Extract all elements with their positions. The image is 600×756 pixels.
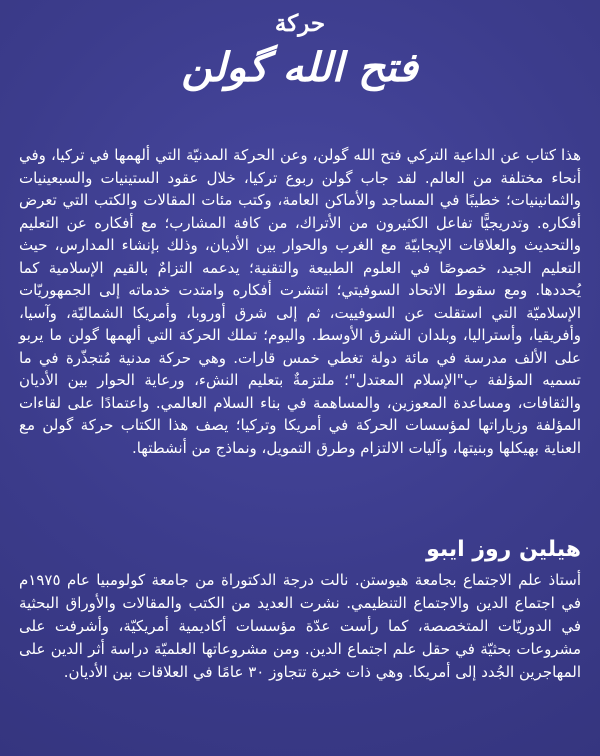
description-paragraph: هذا كتاب عن الداعية التركي فتح الله گولن، وعن الحركة المدنيّة التي ألهمها في تركيا، وفي أنحاء مختلفة من العالم. لقد جاب گولن ربوع تركيا، خلال عقود الستينيات والسبعينيات والثمانينيات؛ خطيبًا في المساجد والأماكن العامة، وكتب مئات المقالات والكتب التي تعرض أفكاره. وتدريجيًّا تفاعل الكثيرون من الأتراك، من كافة المشارب؛ مع أفكاره عن التعليم والتحديث والعلاقات الإيجابيّة مع الغرب والحوار بين الأديان، وذلك بإنشاء المدارس، حيث التعليم الجيد، خصوصًا في العلوم الطبيعة والتقنية؛ يدعمه التزامٌ بالقيم الإسلامية كما يُحددها. ومع سقوط الاتحاد السوفيتي؛ انتشرت أفكاره وامتدت خدماته إلى الجمهوريّات الإسلاميّة التي استقلت عن السوفييت، ثم إلى شرق أوروبا، وأمريكا الشماليّة، وآسيا، وأفريقيا، وأستراليا، وبلدان الشرق الأوسط. واليوم؛ تملك الحركة التي ألهمها گولن ما يربو على الألف مدرسة في مائة دولة تغطي خمس قارات. وهي حركة مدنية مُتجذّرة في ما تسميه المؤلفة ب"الإسلام المعتدل"؛ ملتزمةٌ بتعليم النشء، ورعاية الحوار بين الأديان والثقافات، ومساعدة المعوزين، والمساهمة في بناء السلام العالمي. واعتمادًا على لقاءات المؤلفة وزياراتها لمؤسسات الحركة في أمريكا وتركيا؛ يصف هذا الكتاب حركة گولن مع العناية بهيكلها وبنيتها، وآليات الالتزام وطرق التمويل، ونماذج من أنشطتها.: [19, 146, 581, 457]
book-description: [19, 144, 581, 459]
author-name: هيلين روز ايبو: [426, 537, 581, 562]
movement-label: حركة: [274, 10, 326, 37]
author-bio: [19, 569, 581, 684]
cover-header: [0, 8, 600, 94]
author-bio-paragraph: أستاذ علم الاجتماع بجامعة هيوستن. نالت درجة الدكتوراة من جامعة كولومبيا عام ١٩٧٥م في اجتماع الدين والاجتماع التنظيمي. نشرت العديد من الكتب والمقالات والأوراق البحثية في الدوريّات المتخصصة، كما رأست عدّة مؤسسات أكاديمية أمريكيّة، وأشرفت على مشروعات بحثيّة في حقل علم اجتماع الدين. ومن مشروعاتها العلميّة دراسة أثر الدين على المهاجرين الجُدد إلى أمريكا. وهي ذات خبرة تتجاوز ٣٠ عامًا في العلاقات بين الأديان.: [19, 571, 581, 681]
calligraphy-title: فتح الله گولن: [181, 44, 419, 91]
